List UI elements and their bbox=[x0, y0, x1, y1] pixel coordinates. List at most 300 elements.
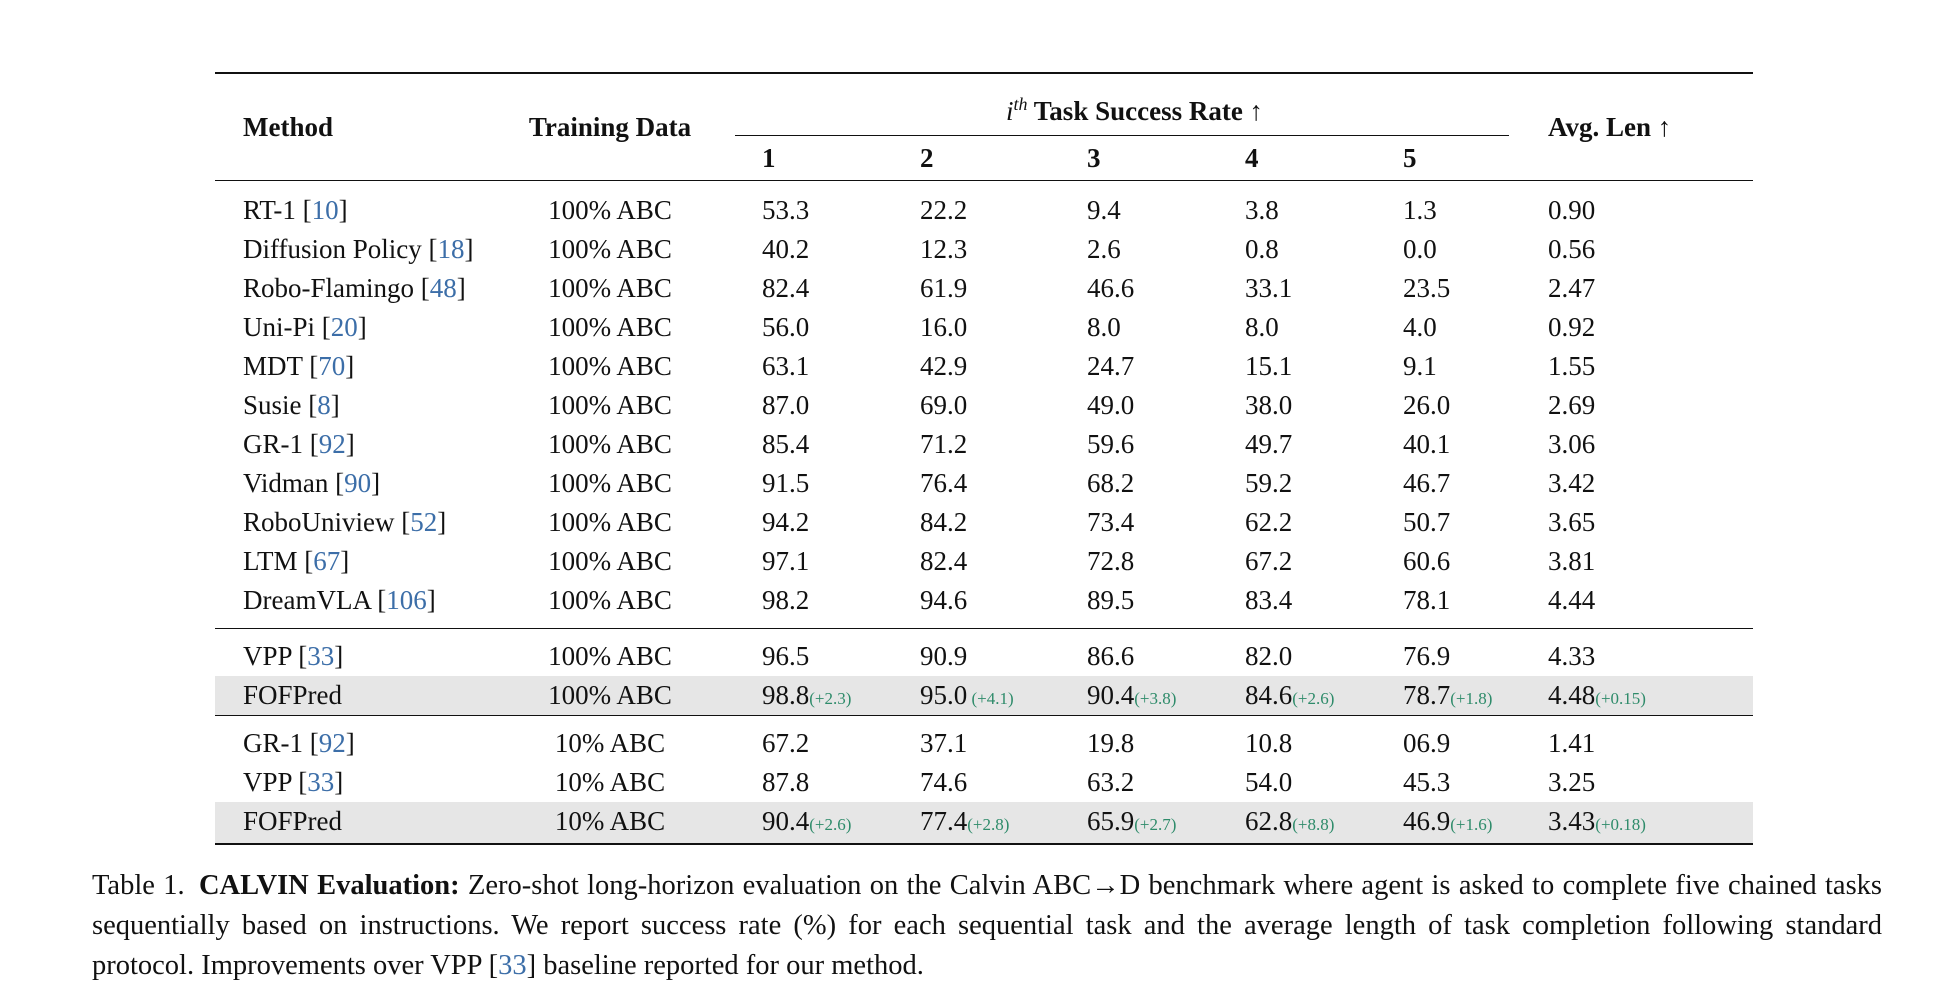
method-name: RT-1 bbox=[243, 195, 296, 225]
training-data-cell: 100% ABC bbox=[548, 351, 672, 381]
task-5-cell bbox=[1376, 629, 1534, 677]
method-name: GR-1 bbox=[243, 728, 303, 758]
task-1-cell bbox=[735, 230, 893, 269]
improvement-delta: (+2.8) bbox=[967, 815, 1010, 834]
success-rate-value: 40.1 bbox=[1403, 429, 1451, 459]
task-3-cell bbox=[1060, 269, 1218, 308]
task-4-cell bbox=[1218, 542, 1376, 581]
success-rate-value: 76.4 bbox=[920, 468, 968, 498]
task-5-cell bbox=[1376, 181, 1534, 231]
success-rate-value: 22.2 bbox=[920, 195, 968, 225]
task-5-cell bbox=[1376, 716, 1534, 764]
success-rate-value: 8.0 bbox=[1245, 312, 1279, 342]
method-name: Uni-Pi bbox=[243, 312, 316, 342]
method-cell: MDT [70] bbox=[243, 351, 355, 381]
table-row bbox=[215, 542, 1753, 581]
method-cell: Vidman [90] bbox=[243, 468, 381, 498]
success-rate-value: 61.9 bbox=[920, 273, 968, 303]
table-group-low-data bbox=[215, 716, 1753, 845]
header-method: Method bbox=[215, 73, 485, 181]
method-cell: Susie [8] bbox=[243, 390, 340, 420]
header-task-2: 2 bbox=[893, 136, 1060, 181]
success-rate-value: 56.0 bbox=[762, 312, 810, 342]
task-4-cell bbox=[1218, 802, 1376, 844]
task-4-cell bbox=[1218, 347, 1376, 386]
success-rate-value: 65.9 bbox=[1087, 806, 1135, 836]
success-rate-value: 37.1 bbox=[920, 728, 968, 758]
success-rate-value: 97.1 bbox=[762, 546, 810, 576]
avg-len-value: 3.42 bbox=[1548, 468, 1596, 498]
training-data-cell: 100% ABC bbox=[548, 273, 672, 303]
avg-len-cell bbox=[1534, 763, 1753, 802]
avg-len-value: 0.56 bbox=[1548, 234, 1596, 264]
task-3-cell bbox=[1060, 802, 1218, 844]
success-rate-value: 49.7 bbox=[1245, 429, 1293, 459]
success-rate-value: 87.8 bbox=[762, 767, 810, 797]
success-rate-value: 62.2 bbox=[1245, 507, 1293, 537]
header-task-4: 4 bbox=[1218, 136, 1376, 181]
citation-link[interactable]: 48 bbox=[429, 273, 457, 303]
task-1-cell bbox=[735, 716, 893, 764]
success-rate-value: 89.5 bbox=[1087, 585, 1135, 615]
task-4-cell bbox=[1218, 464, 1376, 503]
avg-len-value: 4.33 bbox=[1548, 641, 1596, 671]
avg-len-cell bbox=[1534, 308, 1753, 347]
task-1-cell bbox=[735, 308, 893, 347]
avg-len-cell bbox=[1534, 676, 1753, 716]
success-rate-value: 0.8 bbox=[1245, 234, 1279, 264]
success-rate-value: 94.6 bbox=[920, 585, 968, 615]
success-rate-value: 85.4 bbox=[762, 429, 810, 459]
success-rate-value: 82.4 bbox=[920, 546, 968, 576]
avg-len-cell bbox=[1534, 581, 1753, 629]
improvement-delta: (+2.6) bbox=[809, 815, 852, 834]
task-5-cell bbox=[1376, 676, 1534, 716]
caption-title: CALVIN Evaluation: bbox=[198, 870, 460, 901]
header-task-success-rate bbox=[735, 73, 1534, 136]
success-rate-value: 78.1 bbox=[1403, 585, 1451, 615]
avg-len-cell bbox=[1534, 503, 1753, 542]
avg-len-cell bbox=[1534, 347, 1753, 386]
task-5-cell bbox=[1376, 464, 1534, 503]
method-cell bbox=[215, 676, 485, 716]
table-row bbox=[215, 269, 1753, 308]
success-rate-value: 10.8 bbox=[1245, 728, 1293, 758]
task-5-cell bbox=[1376, 269, 1534, 308]
table-row bbox=[215, 230, 1753, 269]
method-cell: Uni-Pi [20] bbox=[243, 312, 367, 342]
table-row bbox=[215, 503, 1753, 542]
table-row bbox=[215, 181, 1753, 231]
header-task-5: 5 bbox=[1376, 136, 1534, 181]
task-2-cell bbox=[893, 308, 1060, 347]
success-rate-value: 42.9 bbox=[920, 351, 968, 381]
training-data-cell: 100% ABC bbox=[485, 676, 735, 716]
method-cell: VPP [33] bbox=[215, 629, 485, 677]
task-1-cell bbox=[735, 802, 893, 844]
method-cell: DreamVLA [106] bbox=[243, 585, 436, 615]
success-rate-value: 50.7 bbox=[1403, 507, 1451, 537]
avg-len-cell bbox=[1534, 269, 1753, 308]
training-data-cell: 100% ABC bbox=[548, 390, 672, 420]
method-name: VPP bbox=[243, 641, 292, 671]
task-3-cell bbox=[1060, 464, 1218, 503]
success-rate-value: 90.4 bbox=[762, 806, 810, 836]
avg-len-cell bbox=[1534, 464, 1753, 503]
task-2-cell bbox=[893, 802, 1060, 844]
improvement-delta: (+1.6) bbox=[1450, 815, 1493, 834]
citation-link[interactable]: 8 bbox=[317, 390, 331, 420]
success-rate-value: 4.0 bbox=[1403, 312, 1437, 342]
header-task-success-label: Task Success Rate ↑ bbox=[1033, 95, 1264, 126]
training-data-cell: 100% ABC bbox=[548, 195, 672, 225]
training-data-cell: 100% ABC bbox=[548, 546, 672, 576]
header-ith-symbol: $i^{th}$ bbox=[1005, 93, 1028, 126]
success-rate-value: 9.4 bbox=[1087, 195, 1121, 225]
task-3-cell bbox=[1060, 230, 1218, 269]
success-rate-value: 0.0 bbox=[1403, 234, 1437, 264]
avg-len-value: 2.69 bbox=[1548, 390, 1596, 420]
avg-len-delta: (+0.18) bbox=[1595, 815, 1646, 834]
task-2-cell bbox=[893, 425, 1060, 464]
method-cell: GR-1 [92] bbox=[243, 429, 355, 459]
task-3-cell bbox=[1060, 425, 1218, 464]
table-row bbox=[215, 386, 1753, 425]
success-rate-value: 49.0 bbox=[1087, 390, 1135, 420]
success-rate-value: 46.9 bbox=[1403, 806, 1451, 836]
task-5-cell bbox=[1376, 581, 1534, 629]
success-rate-value: 24.7 bbox=[1087, 351, 1135, 381]
task-4-cell bbox=[1218, 269, 1376, 308]
task-5-cell bbox=[1376, 230, 1534, 269]
task-3-cell bbox=[1060, 503, 1218, 542]
method-cell: RT-1 [10] bbox=[243, 195, 348, 225]
task-2-cell bbox=[893, 181, 1060, 231]
avg-len-delta: (+0.15) bbox=[1595, 689, 1646, 708]
avg-len-cell bbox=[1534, 542, 1753, 581]
task-2-cell bbox=[893, 629, 1060, 677]
success-rate-value: 8.0 bbox=[1087, 312, 1121, 342]
training-data-cell: 10% ABC bbox=[485, 716, 735, 764]
citation-link[interactable]: 10 bbox=[311, 195, 339, 225]
avg-len-cell bbox=[1534, 425, 1753, 464]
caption-citation-link[interactable]: 33 bbox=[498, 950, 527, 981]
citation-link[interactable]: 70 bbox=[318, 351, 346, 381]
task-2-cell bbox=[893, 347, 1060, 386]
caption-text-end: baseline reported for our method. bbox=[543, 950, 924, 981]
success-rate-value: 84.2 bbox=[920, 507, 968, 537]
table-row bbox=[215, 425, 1753, 464]
avg-len-value: 1.55 bbox=[1548, 351, 1596, 381]
task-4-cell bbox=[1218, 308, 1376, 347]
training-data-cell: 100% ABC bbox=[548, 585, 672, 615]
task-2-cell bbox=[893, 269, 1060, 308]
training-data-cell: 100% ABC bbox=[548, 429, 672, 459]
success-rate-value: 12.3 bbox=[920, 234, 968, 264]
success-rate-value: 98.2 bbox=[762, 585, 810, 615]
success-rate-value: 59.2 bbox=[1245, 468, 1293, 498]
method-name: Diffusion Policy bbox=[243, 234, 422, 264]
citation-link[interactable]: 92 bbox=[318, 728, 346, 758]
task-5-cell bbox=[1376, 347, 1534, 386]
method-name: Robo-Flamingo bbox=[243, 273, 415, 303]
training-data-cell: 100% ABC bbox=[548, 312, 672, 342]
improvement-delta: (+3.8) bbox=[1134, 689, 1177, 708]
avg-len-value: 4.44 bbox=[1548, 585, 1596, 615]
improvement-delta: (+2.6) bbox=[1292, 689, 1335, 708]
task-1-cell bbox=[735, 503, 893, 542]
task-2-cell bbox=[893, 676, 1060, 716]
success-rate-value: 67.2 bbox=[1245, 546, 1293, 576]
success-rate-value: 2.6 bbox=[1087, 234, 1121, 264]
header-task-1: 1 bbox=[735, 136, 893, 181]
success-rate-value: 90.9 bbox=[920, 641, 968, 671]
avg-len-value: 3.06 bbox=[1548, 429, 1596, 459]
citation-link[interactable]: 90 bbox=[344, 468, 372, 498]
task-3-cell bbox=[1060, 629, 1218, 677]
method-name: FOFPred bbox=[243, 680, 343, 710]
success-rate-value: 23.5 bbox=[1403, 273, 1451, 303]
task-3-cell bbox=[1060, 763, 1218, 802]
task-3-cell bbox=[1060, 542, 1218, 581]
success-rate-value: 76.9 bbox=[1403, 641, 1451, 671]
training-data-cell: 100% ABC bbox=[548, 234, 672, 264]
success-rate-value: 62.8 bbox=[1245, 806, 1293, 836]
task-4-cell bbox=[1218, 425, 1376, 464]
success-rate-value: 86.6 bbox=[1087, 641, 1135, 671]
citation-link[interactable]: 33 bbox=[307, 767, 335, 797]
success-rate-value: 91.5 bbox=[762, 468, 810, 498]
success-rate-value: 72.8 bbox=[1087, 546, 1135, 576]
success-rate-value: 96.5 bbox=[762, 641, 810, 671]
task-4-cell bbox=[1218, 629, 1376, 677]
task-3-cell bbox=[1060, 581, 1218, 629]
task-5-cell bbox=[1376, 503, 1534, 542]
caption-text: Zero-shot long-horizon evaluation on the Calvin ABC→D benchmark where agent is asked to complete five chained tasks sequentially based on instructions. We report success rate (%) for each sequential task and the average length of task completion following standard protocol. Improvements over VPP bbox=[92, 870, 1882, 981]
training-data-cell: 100% ABC bbox=[548, 468, 672, 498]
success-rate-value: 68.2 bbox=[1087, 468, 1135, 498]
success-rate-value: 78.7 bbox=[1403, 680, 1451, 710]
avg-len-value: 0.92 bbox=[1548, 312, 1596, 342]
method-cell: VPP [33] bbox=[243, 767, 344, 797]
success-rate-value: 82.4 bbox=[762, 273, 810, 303]
avg-len-value: 3.25 bbox=[1548, 767, 1596, 797]
success-rate-value: 71.2 bbox=[920, 429, 968, 459]
task-1-cell bbox=[735, 676, 893, 716]
success-rate-value: 46.6 bbox=[1087, 273, 1135, 303]
task-1-cell bbox=[735, 269, 893, 308]
success-rate-value: 06.9 bbox=[1403, 728, 1451, 758]
table-caption: Table 1. CALVIN Evaluation: Zero-shot long-horizon evaluation on the Calvin ABC→D benchmark where agent is asked to complete five chained tasks sequentially based on instructions. We report success rate (%) for each sequential task and the average length of task completion following standard protocol. Improvements over VPP [33] baseline reported for our method. bbox=[92, 870, 1882, 981]
task-2-cell bbox=[893, 542, 1060, 581]
method-name: VPP bbox=[243, 767, 292, 797]
avg-len-cell bbox=[1534, 181, 1753, 231]
citation-link[interactable]: 33 bbox=[307, 641, 335, 671]
success-rate-value: 84.6 bbox=[1245, 680, 1293, 710]
task-1-cell bbox=[735, 386, 893, 425]
success-rate-value: 77.4 bbox=[920, 806, 968, 836]
task-1-cell bbox=[735, 629, 893, 677]
task-4-cell bbox=[1218, 581, 1376, 629]
method-name: GR-1 bbox=[243, 429, 303, 459]
avg-len-value: 3.43 bbox=[1548, 806, 1596, 836]
citation-link[interactable]: 20 bbox=[330, 312, 358, 342]
task-3-cell bbox=[1060, 676, 1218, 716]
success-rate-value: 82.0 bbox=[1245, 641, 1293, 671]
success-rate-value: 94.2 bbox=[762, 507, 810, 537]
header-avg-len: Avg. Len ↑ bbox=[1534, 73, 1753, 181]
task-3-cell bbox=[1060, 347, 1218, 386]
task-4-cell bbox=[1218, 763, 1376, 802]
success-rate-value: 95.0 bbox=[920, 680, 968, 710]
success-rate-value: 59.6 bbox=[1087, 429, 1135, 459]
training-data-cell: 100% ABC bbox=[548, 507, 672, 537]
task-4-cell bbox=[1218, 181, 1376, 231]
task-3-cell bbox=[1060, 181, 1218, 231]
citation-link[interactable]: 106 bbox=[386, 585, 427, 615]
header-training-data: Training Data bbox=[485, 73, 735, 181]
table-group-vpp-comparison bbox=[215, 629, 1753, 716]
table-row bbox=[215, 716, 1753, 764]
task-2-cell bbox=[893, 581, 1060, 629]
success-rate-value: 46.7 bbox=[1403, 468, 1451, 498]
improvement-delta: (+1.8) bbox=[1450, 689, 1493, 708]
task-5-cell bbox=[1376, 386, 1534, 425]
improvement-delta: (+2.3) bbox=[809, 689, 852, 708]
citation-link[interactable]: 52 bbox=[410, 507, 438, 537]
avg-len-value: 0.90 bbox=[1548, 195, 1596, 225]
table-row bbox=[215, 308, 1753, 347]
success-rate-value: 63.1 bbox=[762, 351, 810, 381]
method-name: FOFPred bbox=[243, 806, 343, 836]
results-table-container bbox=[215, 72, 1753, 845]
task-2-cell bbox=[893, 716, 1060, 764]
task-3-cell bbox=[1060, 308, 1218, 347]
training-data-cell: 10% ABC bbox=[554, 767, 666, 797]
success-rate-value: 83.4 bbox=[1245, 585, 1293, 615]
avg-len-value: 2.47 bbox=[1548, 273, 1596, 303]
success-rate-value: 9.1 bbox=[1403, 351, 1437, 381]
task-2-cell bbox=[893, 230, 1060, 269]
success-rate-value: 63.2 bbox=[1087, 767, 1135, 797]
table-row bbox=[215, 676, 1753, 716]
task-5-cell bbox=[1376, 425, 1534, 464]
avg-len-cell bbox=[1534, 716, 1753, 764]
avg-len-value: 3.65 bbox=[1548, 507, 1596, 537]
success-rate-value: 69.0 bbox=[920, 390, 968, 420]
success-rate-value: 87.0 bbox=[762, 390, 810, 420]
success-rate-value: 45.3 bbox=[1403, 767, 1451, 797]
task-1-cell bbox=[735, 464, 893, 503]
training-data-cell: 10% ABC bbox=[485, 802, 735, 844]
task-2-cell bbox=[893, 503, 1060, 542]
task-1-cell bbox=[735, 581, 893, 629]
success-rate-value: 16.0 bbox=[920, 312, 968, 342]
table-row bbox=[215, 802, 1753, 844]
method-cell: RoboUniview [52] bbox=[243, 507, 447, 537]
method-name: Vidman bbox=[243, 468, 329, 498]
task-5-cell bbox=[1376, 763, 1534, 802]
task-1-cell bbox=[735, 763, 893, 802]
success-rate-value: 15.1 bbox=[1245, 351, 1293, 381]
citation-link[interactable]: 18 bbox=[437, 234, 465, 264]
success-rate-value: 40.2 bbox=[762, 234, 810, 264]
caption-label: Table 1. bbox=[92, 870, 185, 901]
table-row bbox=[215, 464, 1753, 503]
avg-len-value: 4.48 bbox=[1548, 680, 1596, 710]
success-rate-value: 53.3 bbox=[762, 195, 810, 225]
method-cell: LTM [67] bbox=[243, 546, 350, 576]
table-row bbox=[215, 581, 1753, 629]
method-name: RoboUniview bbox=[243, 507, 395, 537]
improvement-delta: (+2.7) bbox=[1134, 815, 1177, 834]
success-rate-value: 38.0 bbox=[1245, 390, 1293, 420]
table-row bbox=[215, 763, 1753, 802]
task-4-cell bbox=[1218, 230, 1376, 269]
success-rate-value: 54.0 bbox=[1245, 767, 1293, 797]
task-4-cell bbox=[1218, 503, 1376, 542]
avg-len-cell bbox=[1534, 386, 1753, 425]
task-2-cell bbox=[893, 386, 1060, 425]
success-rate-value: 3.8 bbox=[1245, 195, 1279, 225]
table-group-full-data bbox=[215, 181, 1753, 629]
table-row bbox=[215, 347, 1753, 386]
method-name: Susie bbox=[243, 390, 302, 420]
task-2-cell bbox=[893, 763, 1060, 802]
task-5-cell bbox=[1376, 542, 1534, 581]
avg-len-value: 1.41 bbox=[1548, 728, 1596, 758]
improvement-delta: (+8.8) bbox=[1292, 815, 1335, 834]
task-2-cell bbox=[893, 464, 1060, 503]
task-3-cell bbox=[1060, 716, 1218, 764]
calvin-results-table bbox=[215, 72, 1753, 845]
success-rate-value: 98.8 bbox=[762, 680, 810, 710]
training-data-cell: 100% ABC bbox=[485, 629, 735, 677]
task-1-cell bbox=[735, 181, 893, 231]
task-5-cell bbox=[1376, 308, 1534, 347]
avg-len-cell bbox=[1534, 629, 1753, 677]
task-4-cell bbox=[1218, 386, 1376, 425]
success-rate-value: 67.2 bbox=[762, 728, 810, 758]
method-cell: Diffusion Policy [18] bbox=[243, 234, 474, 264]
citation-link[interactable]: 92 bbox=[318, 429, 346, 459]
success-rate-value: 74.6 bbox=[920, 767, 968, 797]
improvement-delta: (+4.1) bbox=[967, 689, 1014, 708]
method-cell bbox=[215, 802, 485, 844]
method-cell: GR-1 [92] bbox=[215, 716, 485, 764]
method-name: MDT bbox=[243, 351, 303, 381]
task-1-cell bbox=[735, 425, 893, 464]
table-row bbox=[215, 629, 1753, 677]
success-rate-value: 19.8 bbox=[1087, 728, 1135, 758]
task-5-cell bbox=[1376, 802, 1534, 844]
avg-len-value: 3.81 bbox=[1548, 546, 1596, 576]
avg-len-cell bbox=[1534, 230, 1753, 269]
avg-len-cell bbox=[1534, 802, 1753, 844]
method-name: DreamVLA bbox=[243, 585, 371, 615]
success-rate-value: 90.4 bbox=[1087, 680, 1135, 710]
citation-link[interactable]: 67 bbox=[313, 546, 341, 576]
task-4-cell bbox=[1218, 716, 1376, 764]
success-rate-value: 73.4 bbox=[1087, 507, 1135, 537]
success-rate-value: 60.6 bbox=[1403, 546, 1451, 576]
task-1-cell bbox=[735, 542, 893, 581]
task-4-cell bbox=[1218, 676, 1376, 716]
method-cell: Robo-Flamingo [48] bbox=[243, 273, 466, 303]
task-1-cell bbox=[735, 347, 893, 386]
task-3-cell bbox=[1060, 386, 1218, 425]
success-rate-value: 1.3 bbox=[1403, 195, 1437, 225]
